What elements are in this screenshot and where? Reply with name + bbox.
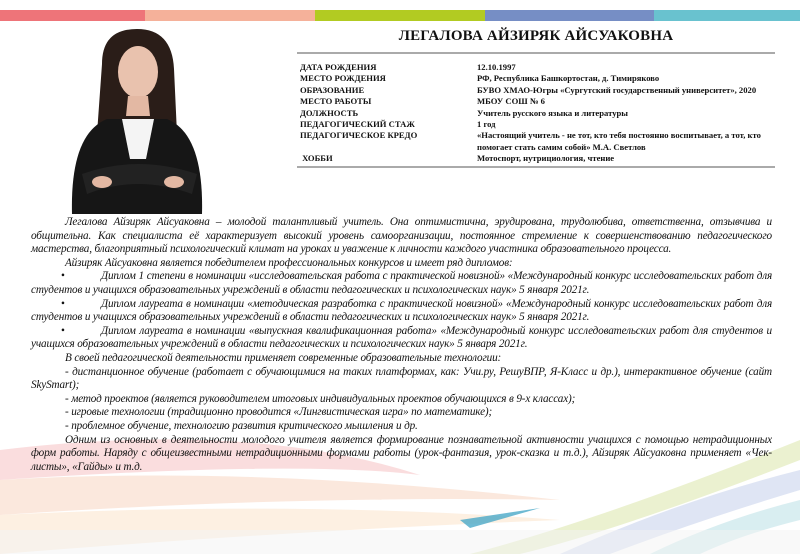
stripe-peach (145, 10, 315, 21)
diploma-text: Диплом лауреата в номинации «выпускная квалификационная работа» «Международный конкурс исследовательских работ для студентов и учащихся образовательных учреждений в области педагогических и психологических наук» 5 января 2021г. (31, 324, 772, 351)
info-row-workplace (297, 96, 775, 107)
paragraph-intro: Легалова Айзиряк Айсуаковна – молодой талантливый учитель. Она оптимистична, эрудирована, трудолюбива, ответственна, отзывчива и общительна. Как специалиста её характеризует высокий уровень самоорганизации, постоянное стремление к совершенствованию педагогического мастерства, благоприятный психологический климат на уроках и уважение к личности каждого участника образовательного процесса. (31, 216, 772, 256)
info-row-hobby (297, 153, 775, 164)
info-label: МЕСТО РАБОТЫ (300, 96, 372, 107)
bullet: • (61, 297, 65, 310)
info-value: «Настоящий учитель - не тот, кто тебя постоянно воспитывает, а тот, кто помогает стать самим собой» М.А. Светлов (477, 130, 761, 152)
info-row-experience (297, 119, 775, 130)
info-label: МЕСТО РОЖДЕНИЯ (300, 73, 386, 84)
info-value: 1 год (477, 119, 496, 130)
stripe-teal (654, 10, 800, 21)
diploma-text: Диплом 1 степени в номинации «исследовательская работа с практической новизной» «Международный конкурс исследовательских работ для студентов и учащихся образовательных учреждений в области педагогических и психологических наук» 5 января 2021г. (31, 270, 772, 296)
info-row-birthplace (297, 73, 775, 84)
technology-item: - дистанционное обучение (работает с обучающимися на таких платформах, как: Учи.ру, РешуВПР, Я-Класс и др.), интерактивное обучение (сайт SkySmart); (31, 365, 772, 392)
paragraph-conclusion: Одним из основных в деятельности молодого учителя является формирование познавательной активности учащихся с помощью нетрадиционных форм работы. Наряду с общеизвестными нетрадиционными формами работы (урок-фантазия, урок-сказка и т.д.), Айзиряк Айсуаковна применяет «Чек-листы», «Гайды» и т.д. (31, 433, 772, 473)
stripe-blue (485, 10, 654, 21)
info-row-education (297, 85, 775, 96)
teacher-photo (62, 24, 212, 214)
info-label: ДАТА РОЖДЕНИЯ (300, 62, 377, 72)
paragraph-technologies: В своей педагогической деятельности применяет современные образовательные технологии: (65, 351, 502, 364)
diploma-item (31, 270, 772, 297)
diploma-item (31, 325, 772, 352)
stripe-red (0, 10, 145, 21)
stripe-green (315, 10, 485, 21)
info-value: Мотоспорт, нутрициология, чтение (477, 153, 615, 164)
technology-item: - проблемное обучение, технологию развития критического мышления и др. (65, 419, 418, 432)
info-label: ХОББИ (300, 153, 333, 164)
info-label: ПЕДАГОГИЧЕСКИЙ СТАЖ (300, 119, 415, 130)
bullet: • (61, 324, 65, 337)
info-value: РФ, Республика Башкортостан, д. Тимиряково (477, 73, 660, 84)
bullet: • (61, 270, 65, 283)
info-value: 12.10.1997 (477, 62, 516, 72)
info-value: МБОУ СОШ № 6 (477, 96, 545, 107)
info-value: БУВО ХМАО-Югры «Сургутский государственный университет», 2020 (477, 84, 757, 95)
info-table (297, 52, 775, 168)
paragraph-diplomas: Айзиряк Айсуаковна является победителем профессиональных конкурсов и имеет ряд дипломов: (65, 256, 513, 269)
info-row-credo (297, 130, 775, 153)
technology-item: - метод проектов (является руководителем итоговых индивидуальных проектов обучающихся в 9-х классах); (65, 392, 576, 405)
info-row-birthdate (297, 62, 775, 73)
info-row-position (297, 108, 775, 119)
technology-item: - игровые технологии (традиционно проводится «Лингвистическая игра» по математике); (65, 406, 493, 419)
color-stripe (0, 10, 800, 21)
info-label: ОБРАЗОВАНИЕ (300, 84, 365, 95)
info-label: ДОЛЖНОСТЬ (300, 107, 359, 118)
biography-text (31, 216, 772, 474)
page-title: ЛЕГАЛОВА АЙЗИРЯК АЙСУАКОВНА (398, 28, 674, 44)
info-label: ПЕДАГОГИЧЕСКОЕ КРЕДО (300, 130, 418, 141)
diploma-item (31, 298, 772, 325)
diploma-text: Диплом лауреата в номинации «методическая разработка с практической новизной» «Международный конкурс исследовательских работ для студентов и учащихся образовательных учреждений в области педагогических и психологических наук» 5 января 2021г. (31, 297, 772, 324)
info-value: Учитель русского языка и литературы (477, 107, 628, 118)
